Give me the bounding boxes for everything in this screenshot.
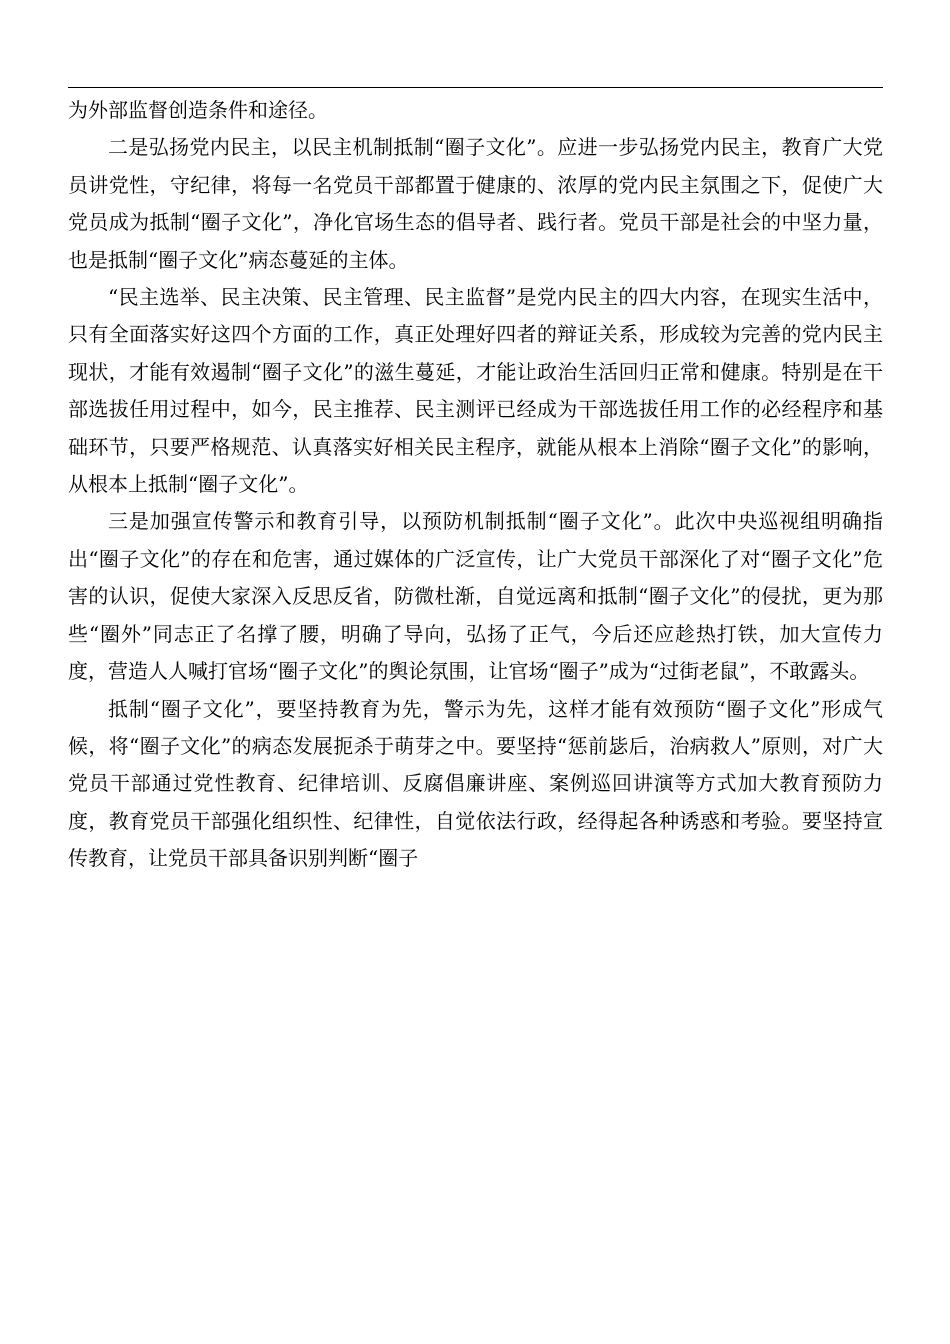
paragraph-continuation: 为外部监督创造条件和途径。 bbox=[68, 98, 328, 122]
header-rule bbox=[68, 87, 883, 88]
paragraph-party-democracy: 二是弘扬党内民主，以民主机制抵制“圈子文化”。应进一步弘扬党内民主，教育广大党员讲党性，守纪律，将每一名党员干部都置于健康的、浓厚的党内民主氛围之下，促使广大党员成为抵制“圈子文化”，净化官场生态的倡导者、践行者。党员干部是社会的中坚力量，也是抵制“圈子文化”病态蔓延的主体。 bbox=[68, 135, 883, 272]
paragraph-education-first: 抵制“圈子文化”，要坚持教育为先，警示为先，这样才能有效预防“圈子文化”形成气候，将“圈子文化”的病态发展扼杀于萌芽之中。要坚持“惩前毖后，治病救人”原则，对广大党员干部通过党性教育、纪律培训、反腐倡廉讲座、案例巡回讲演等方式加大教育预防力度，教育党员干部强化组织性、纪律性，自觉依法行政，经得起各种诱惑和考验。要坚持宣传教育，让党员干部具备识别判断“圈子 bbox=[68, 696, 883, 871]
paragraph-four-democracies: “民主选举、民主决策、民主管理、民主监督”是党内民主的四大内容，在现实生活中，只有全面落实好这四个方面的工作，真正处理好四者的辩证关系，形成较为完善的党内民主现状，才能有效遏制“圈子文化”的滋生蔓延，才能让政治生活回归正常和健康。特别是在干部选拔任用过程中，如今，民主推荐、民主测评已经成为干部选拔任用工作的必经程序和基础环节，只要严格规范、认真落实好相关民主程序，就能从根本上消除“圈子文化”的影响，从根本上抵制“圈子文化”。 bbox=[68, 285, 883, 497]
paragraph-publicity-warning: 三是加强宣传警示和教育引导，以预防机制抵制“圈子文化”。此次中央巡视组明确指出“圈子文化”的存在和危害，通过媒体的广泛宣传，让广大党员干部深化了对“圈子文化”危害的认识，促使大家深入反思反省，防微杜渐，自觉远离和抵制“圈子文化”的侵扰，更为那些“圈外”同志正了名撑了腰，明确了导向，弘扬了正气，今后还应趁热打铁，加大宣传力度，营造人人喊打官场“圈子文化”的舆论氛围，让官场“圈子”成为“过街老鼠”，不敢露头。 bbox=[68, 509, 883, 684]
body-text bbox=[68, 92, 883, 878]
